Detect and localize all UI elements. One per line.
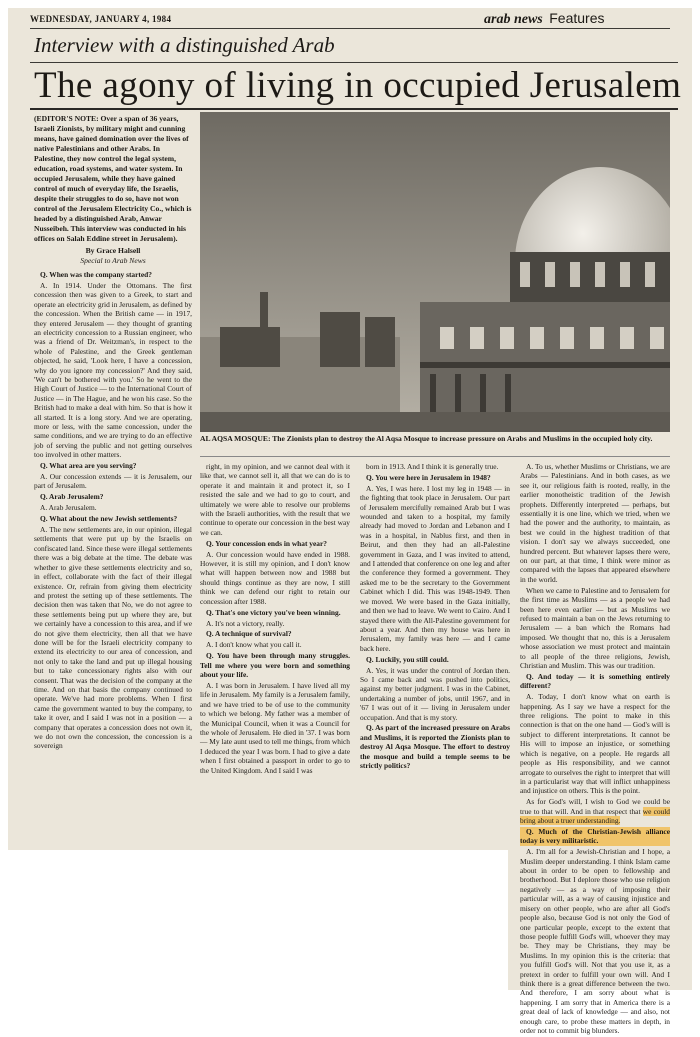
interview-answer: right, in my opinion, and we cannot deal with it like that, we cannot sell it, all that we can do is to operate it and maintain it and protect it, so I resisted the sale and we had to go to court, and ultimately we were able to resolve our problems with the Israeli authorities, with the result that we continue to operate our concession in the best way we can. <box>200 462 350 537</box>
dateline: WEDNESDAY, JANUARY 4, 1984 <box>30 14 172 24</box>
article-headline: The agony of living in occupied Jerusalem <box>34 65 682 106</box>
interview-question: Q. That's one victory you've been winning. <box>206 607 341 617</box>
article-column-3 <box>360 462 510 772</box>
interview-answer: A. It's not a victory, really. <box>206 618 285 628</box>
kicker-rule <box>30 62 678 63</box>
blank-background <box>8 850 508 990</box>
interview-answer: When we came to Palestine and to Jerusalem for the first time as Muslims — as a people we had been here even earlier — but as Muslims we refused to maintain a ban on the Jews returning to Jerusalem — a ban which the Romans had imposed. We thought that no, this is a Jerusalem whose association we must protect and maintain to all people of the three religions, Jewish, Christian and Muslim. This was our tradition. <box>520 585 670 671</box>
interview-question: Q. Much of the Christian-Jewish alliance today is very militaristic. <box>520 826 670 846</box>
caption-rule <box>200 456 670 457</box>
interview-answer: A. I was born in Jerusalem. I have lived all my life in Jerusalem. My family is a Jerusalem family, and we have tried to be of use to the community to which we belong. My father was a member of the Municipal Council, when it was a Council for the whole of Jerusalem. He died in '37. I was born — My late aunt used to tell me things, from which I deduced the year I was born. I had to give a date when I first obtained a passport in order to go to the United Kingdom. And I said I was <box>200 680 350 775</box>
interview-question: Q. You have been through many struggles. Tell me where you were born and something about your life. <box>200 651 350 680</box>
editor-note: (EDITOR'S NOTE: Over a span of 36 years, Israeli Zionists, by military might and cunning means, have gained domination over the lives of native Palestinians and other Arabs. In Palestine, they now control the legal system, education, road systems, and water system. In occupied Jerusalem, while they have gained control of much of everyday life, the Israelis, despite their struggles to do so, have not won control of the Jerusalem Electricity Co., which is headed by a distinguished Arab, Anwar Nusseibeh. This interview was conducted in his offices on Salah Eddine street in Jerusalem). <box>34 114 192 243</box>
section-title: Features <box>549 10 605 26</box>
interview-question: Q. As part of the increased pressure on Arabs and Muslims, it is reported the Zionists plan to destroy Al Aqsa Mosque. The effort to destroy the mosque and build a temple seems to be strictly politics? <box>360 723 510 771</box>
brand-logo: arab news <box>484 12 543 27</box>
interview-answer: A. Yes, it was under the control of Jordan then. So I came back and was pushed into politics, against my better judgment. I was in the Cabinet, undertaking a number of jobs, until 1967, and in '67 I was out of it — living in Jerusalem under occupation. And that is my story. <box>360 665 510 722</box>
headline-rule <box>30 108 678 110</box>
interview-question: Q. What area are you serving? <box>40 461 137 471</box>
interview-answer: A. Yes, I was here. I lost my leg in 1948 — in the fighting that took place in Jerusalem. Our part of Jerusalem mercifully remained Arab but I was wounded and taken to a hospital, my family already had moved to Jordan and Lebanon and I was in a hospital, in Nablus first, and then in Beirut, and then they had an all-Palestine government in Gaza, and I was invited to attend, and I attended that conference on one leg and after the conference they formed a government. They asked me to be the secretary to the Government Cabinet which I did. This was 1948-1949. Then we moved. We were based in the Gaza initially, and then we had to leave. We went to Cairo. And I stayed there with the All-Palestine government for about a year. And then my house was here in Jerusalem, my family was here — and I came back here. <box>360 483 510 653</box>
interview-question: Q. A technique of survival? <box>206 629 292 639</box>
interview-question: Q. And today — it is something entirely different? <box>520 671 670 691</box>
interview-answer: A. I'm all for a Jewish-Christian and I hope, a Muslim deeper understanding. I think Islam came about in order to be open to fellowship and brotherhood. But I deplore those who use religion negatively — as a way of imposing their particular will, as a way of causing injustice and misery on other people, who are after all God's people also, because God is not only the God of one particular people, except to the extent that those people fulfill God's will, whoever they may be. They may be Christians, they may be Muslims. In my opinion this is the criteria: that you fulfill God's will. Not that you use it, as a pretext in order to fulfill your own will. And I think there is a great difference between the two. And therefore, I am sorry about what is happening. I am sorry that in America there is a great deal of lack of knowledge — and also, not enough care, to probe these matters in depth, in order not to commit big blunders. <box>520 847 670 1035</box>
interview-answer: A. Our concession would have ended in 1988. However, it is still my opinion, and I don't know what will happen between now and 1988 but should things continue as they are now, I still think we can defend our right to retain our concession after 1988. <box>200 549 350 606</box>
author-name: By Grace Halsell <box>85 246 141 255</box>
mosque-illustration <box>200 112 670 432</box>
article-kicker: Interview with a distinguished Arab <box>34 33 335 57</box>
interview-answer: As for God's will, I wish to God we could be true to that will. And in that respect that we could bring about a truer understanding. <box>520 797 670 826</box>
interview-answer: A. Today, I don't know what on earth is happening. As I say we have a respect for the three religions. The point to make in this connection is that on the one hand — God's will is subject to different interpretations. It cannot be His will to impose an injustice, or something which is negative, on a people. He regards all people as His responsibility, and we cannot arrogate to ourselves the right to interpret that will in a particularist way that will inflict unhappiness and injustice on others. This is the point. <box>520 692 670 796</box>
photo-caption: AL AQSA MOSQUE: The Zionists plan to destroy the Al Aqsa Mosque to increase pressure on Arabs and Muslims in the occupied holy city. <box>200 434 653 443</box>
interview-answer: A. To us, whether Muslims or Christians, we are Arabs — Palestinians. And in both cases, as we see it, our religious faith is rooted, really, in the earlier monotheistic tradition of the Jewish prophets. Differently interpreted — perhaps, but essentially it is one line, which we tried, when we had the power and the authority, to maintain, as best we could in the highest tradition of that vision. I don't say we always succeeded, one hundred percent. But whatever lapses there were, on our part, at that time, I think were minor as compared with the lapses that appeared elsewhere in the world. <box>520 462 670 584</box>
article-column-2 <box>200 462 350 777</box>
interview-question: Q. Arab Jerusalem? <box>40 492 104 502</box>
interview-question: Q. When was the company started? <box>40 270 152 279</box>
interview-question: Q. You were here in Jerusalem in 1948? <box>366 472 491 482</box>
interview-question: Q. What about the new Jewish settlements? <box>40 514 178 524</box>
al-aqsa-photo <box>200 112 670 432</box>
interview-answer: born in 1913. And I think it is generally true. <box>366 462 499 471</box>
byline <box>34 246 192 266</box>
author-role: Special to Arab News <box>80 256 146 265</box>
interview-answer: A. Arab Jerusalem. <box>40 503 97 513</box>
header-rule <box>30 28 670 29</box>
highlighted-text: we could bring about a truer understanding. <box>520 806 670 826</box>
article-column-4 <box>520 462 670 1037</box>
interview-question: Q. Your concession ends in what year? <box>206 538 327 548</box>
article-column-1 <box>34 270 192 752</box>
interview-answer: A. In 1914. Under the Ottomans. The first concession then was given to a Greek, to start and operate an electricity grid in Jerusalem, as defined by the concession. When the British came — in 1917, they entered Jerusalem — they thought of granting an electricity concession to a Russian engineer, who was a friend of Dr. Weitzman's, in respect to the whole of Palestine, and the Greek gentleman objected, he said, 'Look here, I have a concession, why do you ignore my concession?' And they said, 'We can't be bothered with you.' So he went to the High Court of Justice — to the International Court of Justice — in The Hague, and he won his case. So the British had to make a deal with him. So that is how it all started. It is a long story. And we are operating, more or less, with the same concession, under the same conditions, and we are trying to do an effective job of serving the public and not getting ourselves too involved in other matters. <box>34 280 192 460</box>
interview-answer: A. The new settlements are, in our opinion, illegal settlements that were put up by the Israelis on confiscated land. Since these were illegal settlements there was a big debate at the time. The debate was whether to give these settlements electricity and so, in effect, collaborate with the fact of their illegal existence. Or, refrain from giving them electricity and protest the setting up of these settlements. The decision then was taken that No, we do not agree to these settlements being put up where they are, but we certainly have a concession to this area, and if we do not give them electricity, then all that we have done will be for the Israeli electricity company to extend its electricity to our area of concession, and not only to take the land and put up illegal housing but to take concessionary rights also with our consent. That was the decision of the company at the time. And on that basis the company continued to operate. We've had more problems. When I first came the government wanted to buy the company, to take it over, and I said I was not in a position — a company that operates a concession does not own it, we do not own the concession, the concession is a sovereign <box>34 525 192 751</box>
interview-answer: A. Our concession extends — it is Jerusalem, our part of Jerusalem. <box>34 472 192 491</box>
masthead <box>484 10 604 28</box>
interview-question: Q. Luckily, you still could. <box>366 654 449 664</box>
interview-answer: A. I don't know what you call it. <box>206 640 302 650</box>
